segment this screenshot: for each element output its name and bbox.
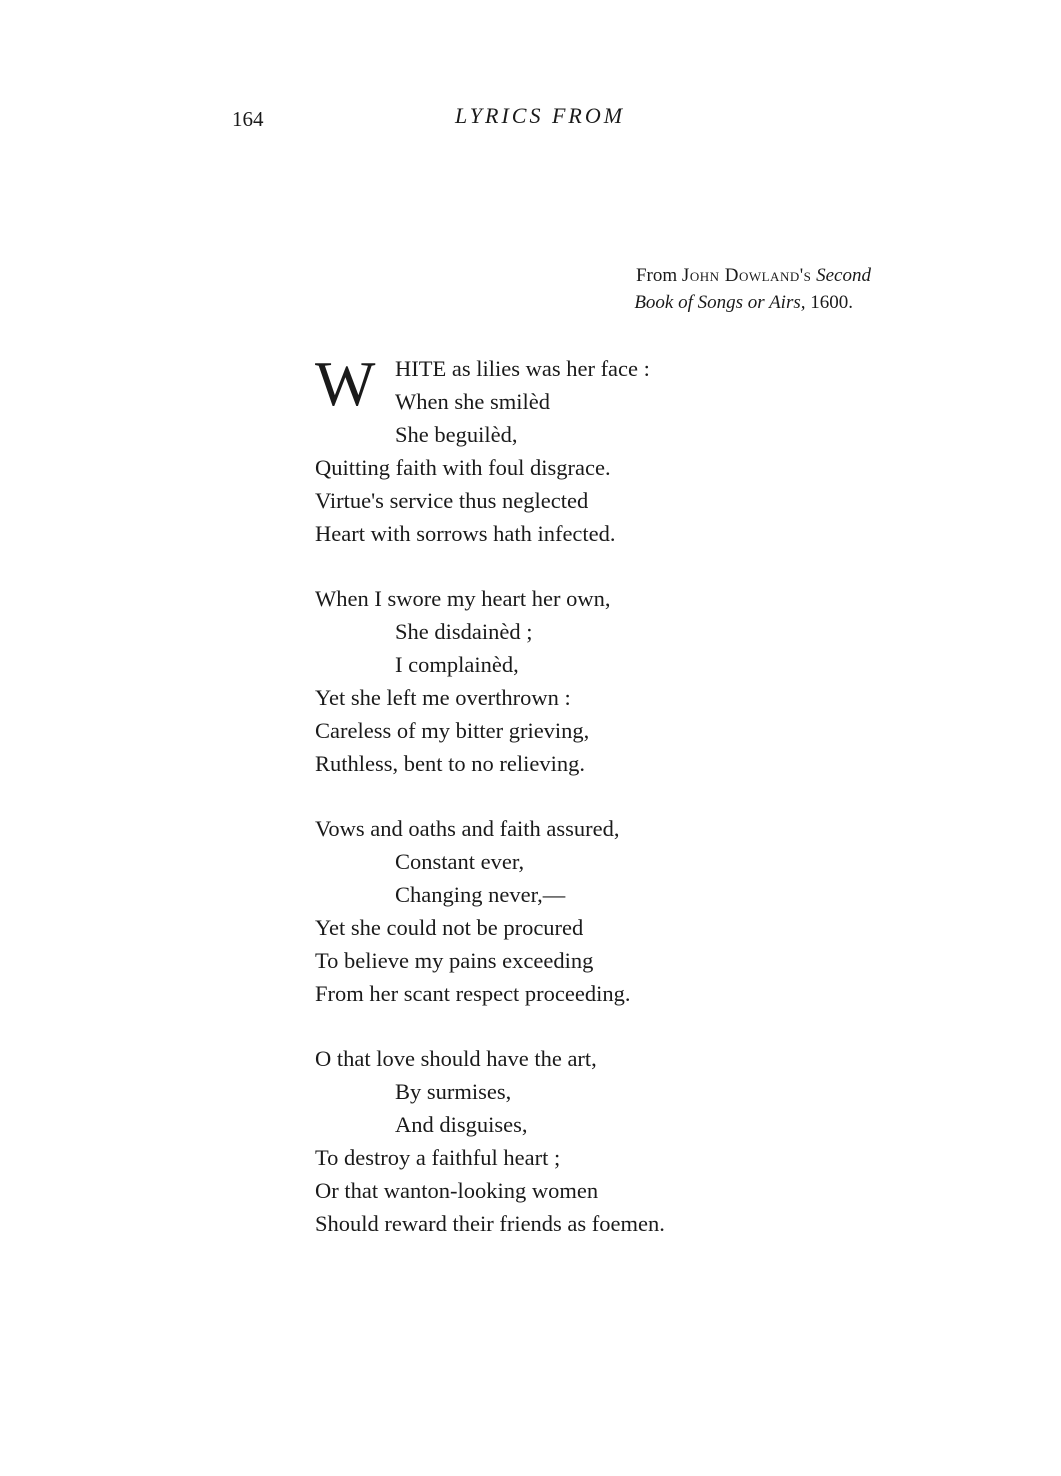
poem-line: To destroy a faithful heart ; [315,1145,561,1170]
poem-line: Or that wanton-looking women [315,1178,599,1203]
poem-line: Vows and oaths and faith assured, [315,816,620,841]
attribution-title-part1: Second [816,265,871,286]
poem-line: Virtue's service thus neglected [315,488,589,513]
attribution-line-2 [634,289,853,316]
poem-line: When she smilèd [395,389,550,414]
stanza-4 [315,1042,875,1240]
poem-line: Quitting faith with foul disgrace. [315,455,611,480]
poem-line: And disguises, [395,1112,528,1137]
poem-line: Heart with sorrows hath infected. [315,521,616,546]
page-number: 164 [232,107,264,131]
running-title: LYRICS FROM [455,103,626,128]
poem [315,348,875,1272]
poem-line: Yet she left me overthrown : [315,685,571,710]
poem-line: To believe my pains exceeding [315,948,594,973]
attribution-year: 1600. [810,292,853,313]
poem-line: By surmises, [395,1079,512,1104]
stanza-1 [315,348,875,550]
poem-line: From her scant respect proceeding. [315,981,631,1006]
attribution-title-part2: Book of Songs or Airs, [634,292,806,313]
poem-line: Yet she could not be procured [315,915,584,940]
attribution-line-1 [634,262,871,289]
poem-line: Should reward their friends as foemen. [315,1211,665,1236]
poem-line: Careless of my bitter grieving, [315,718,590,743]
attribution [634,262,871,316]
poem-line: She disdainèd ; [395,619,533,644]
stanza-3 [315,812,875,1010]
attribution-from: From [635,265,678,286]
drop-cap: W [315,348,376,419]
poem-line: When I swore my heart her own, [315,586,611,611]
attribution-author: John Dowland's [681,265,812,286]
poem-line: She beguilèd, [395,422,518,447]
poem-line: Changing never,— [395,882,566,907]
poem-line: Ruthless, bent to no relieving. [315,751,585,776]
poem-line: O that love should have the art, [315,1046,597,1071]
poem-line: Constant ever, [395,849,525,874]
stanza-2 [315,582,875,780]
first-line-text: HITE as lilies was her face : [395,356,650,381]
poem-line: I complainèd, [395,652,519,677]
